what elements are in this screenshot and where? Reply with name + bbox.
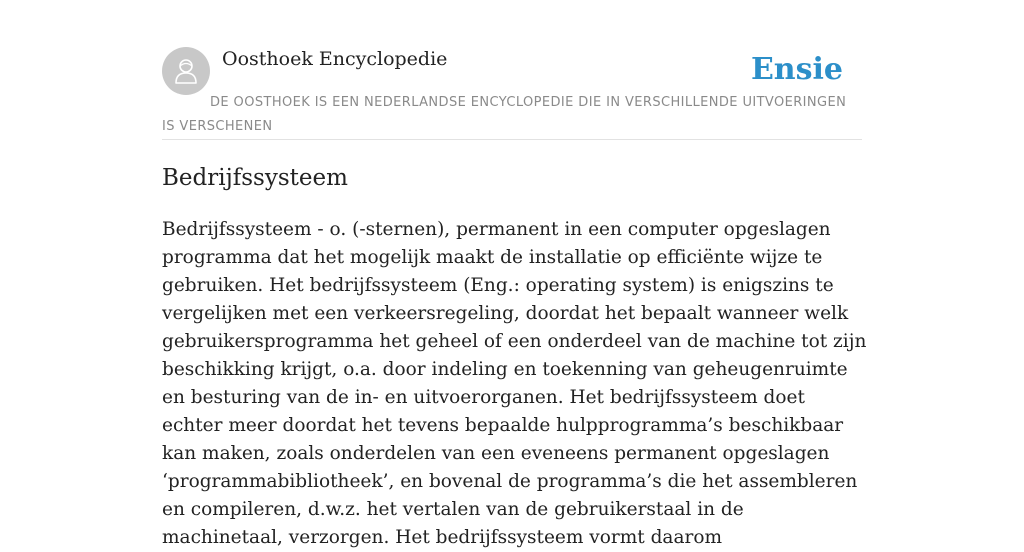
page-title: Bedrijfssysteem — [162, 165, 348, 191]
brand-logo[interactable]: Ensie — [750, 52, 843, 87]
source-tagline: DE OOSTHOEK IS EEN NEDERLANDSE ENCYCLOPEDIE DIE IN VERSCHILLENDE UITVOERINGEN IS VERSCHENEN — [162, 95, 847, 134]
source-header — [162, 46, 862, 140]
source-name[interactable]: Oosthoek Encyclopedie — [222, 48, 448, 70]
article-body: Bedrijfssysteem - o. (-sternen), permanent in een computer opgeslagen programma dat het mogelijk maakt de installatie op efficiënte wijze te gebruiken. Het bedrijfssysteem (Eng.: operating system) is enigszins te vergelijken met een verkeersregeling, doordat het bepaalt wanneer welk gebruikersprogramma het geheel of een onderdeel van de machine tot zijn beschikking krijgt, o.a. door indeling en toekenning van geheugenruimte en besturing van de in- en uitvoerorganen. Het bedrijfssysteem doet echter meer doordat het tevens bepaalde hulpprogramma’s beschikbaar kan maken, zoals onderdelen van een eveneens permanent opgeslagen ‘programmabibliotheek’, en bovenal de programma’s die het assembleren en compileren, d.w.z. het vertalen van de gebruikerstaal in de machinetaal, verzorgen. Het bedrijfssysteem vormt daarom — [162, 219, 867, 548]
person-outline-icon — [171, 56, 201, 86]
user-avatar-icon[interactable] — [162, 47, 210, 95]
